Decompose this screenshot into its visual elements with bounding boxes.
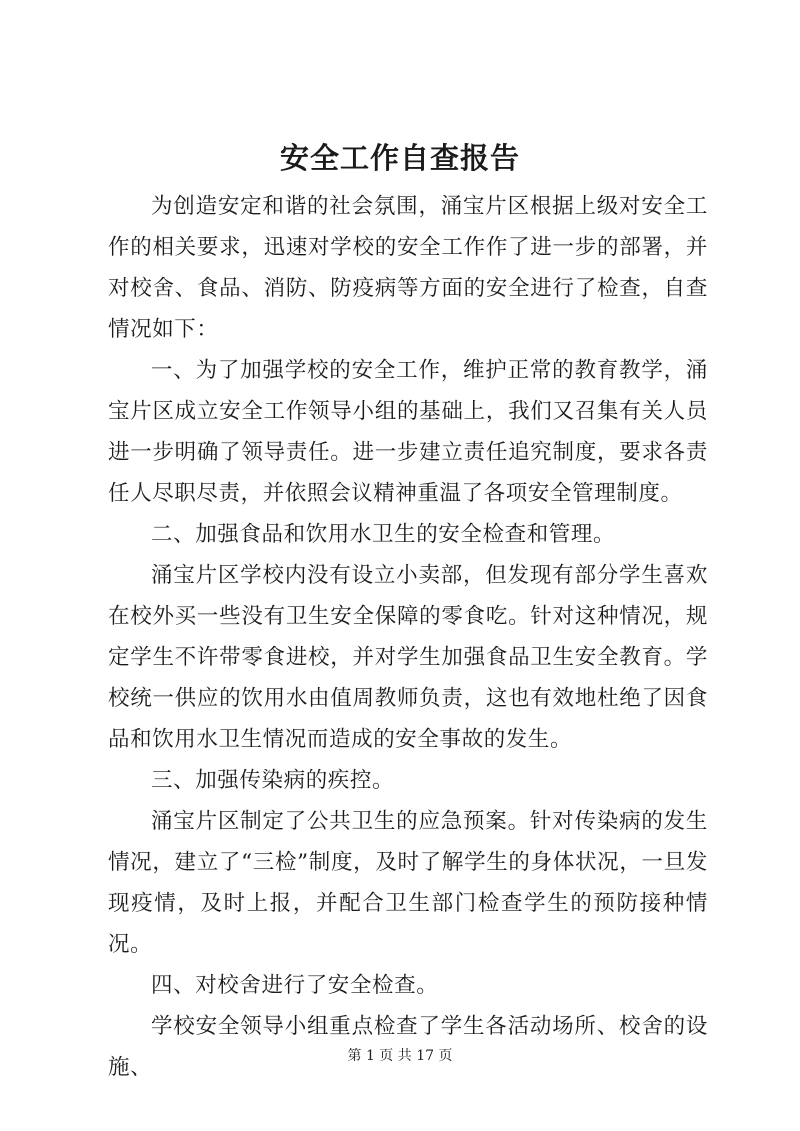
paragraph-section-2: 涌宝片区学校内没有设立小卖部，但发现有部分学生喜欢在校外买一些没有卫生安全保障的零食吃。针对这种情况，规定学生不许带零食进校，并对学生加强食品卫生安全教育。学校统一供应的饮用水由值周教师负责，这也有效地杜绝了因食品和饮用水卫生情况而造成的安全事故的发生。 xyxy=(108,563,708,752)
paragraph-section-4: 学校安全领导小组重点检查了学生各活动场所、校舍的设施、 xyxy=(108,1014,708,1080)
paragraph-intro: 为创造安定和谐的社会氛围，涌宝片区根据上级对安全工作的相关要求，迅速对学校的安全工作作了进一步的部署，并对校舍、食品、消防、防疫病等方面的安全进行了检查，自查情况如下： xyxy=(108,194,708,342)
heading-section-4: 四、对校舍进行了安全检查。 xyxy=(151,973,439,998)
heading-section-3: 三、加强传染病的疾控。 xyxy=(151,768,395,793)
paragraph-section-3: 涌宝片区制定了公共卫生的应急预案。针对传染病的发生情况，建立了“三检”制度，及时了解学生的身体状况，一旦发现疫情，及时上报，并配合卫生部门检查学生的预防接种情况。 xyxy=(108,809,708,957)
heading-section-2: 二、加强食品和饮用水卫生的安全检查和管理。 xyxy=(151,522,616,547)
document-title: 安全工作自查报告 xyxy=(279,141,520,175)
document-body xyxy=(108,186,708,1088)
page-footer: 第 1 页 共 17 页 xyxy=(347,1048,453,1064)
paragraph-section-1: 一、为了加强学校的安全工作，维护正常的教育教学，涌宝片区成立安全工作领导小组的基础上，我们又召集有关人员进一步明确了领导责任。进一步建立责任追究制度，要求各责任人尽职尽责，并依照会议精神重温了各项安全管理制度。 xyxy=(108,358,708,506)
